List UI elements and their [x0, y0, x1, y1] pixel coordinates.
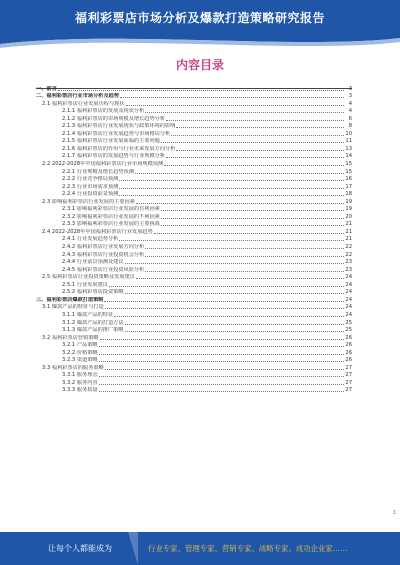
toc-leader-dots: [120, 97, 344, 98]
toc-leader-dots: [125, 324, 344, 325]
toc-entry-title: 3.3.1 服务理念: [62, 372, 98, 379]
toc-entry[interactable]: [36, 190, 352, 198]
toc-leader-dots: [171, 135, 344, 136]
toc-entry-title: 一、前言: [36, 85, 57, 92]
toc-entry[interactable]: [36, 129, 352, 137]
toc-leader-dots: [136, 278, 344, 279]
toc-entry[interactable]: [36, 363, 352, 371]
toc-leader-dots: [176, 150, 344, 151]
toc-leader-dots: [119, 195, 344, 196]
toc-entry-page: 24: [345, 304, 352, 311]
toc-entry-title: 2.2.4 行业投资前景预测: [62, 191, 119, 198]
toc-leader-dots: [99, 391, 344, 392]
toc-entry[interactable]: [36, 197, 352, 205]
toc-entry-title: 2.1.3 福利彩票店行业发展现状与政策环境的影响: [62, 123, 176, 130]
toc-entry-title: 2.1.4 福利彩票店行业发展趋势与市场格局分析: [62, 130, 171, 137]
toc-leader-dots: [161, 142, 344, 143]
toc-entry-title: 2.4.2 福利彩票店行业发展方向分析: [62, 244, 145, 251]
toc-entry[interactable]: [36, 137, 352, 145]
toc-entry-title: 3.3.3 服务质量: [62, 387, 98, 394]
toc-entry[interactable]: [36, 227, 352, 235]
toc-entry-page: 22: [345, 244, 352, 251]
toc-entry-page: 3: [348, 93, 352, 100]
toc-entry-page: 27: [345, 372, 352, 379]
toc-entry-page: 18: [345, 191, 352, 198]
toc-entry[interactable]: [36, 273, 352, 281]
toc-leader-dots: [99, 376, 344, 377]
toc-entry-title: 2.4.1 行业发展趋势分析: [62, 236, 119, 243]
toc-entry-title: 2.2 2022-2028年中国福利彩票店行业市场规模预测: [42, 161, 164, 168]
toc-leader-dots: [119, 180, 344, 181]
toc-entry[interactable]: [36, 220, 352, 228]
toc-entry-page: 24: [345, 274, 352, 281]
toc-entry-page: 26: [345, 349, 352, 356]
toc-leader-dots: [99, 361, 344, 362]
toc-leader-dots: [161, 218, 344, 219]
toc-entry-page: 25: [345, 319, 352, 326]
toc-entry-title: 3.2.3 渠道策略: [62, 357, 98, 364]
toc-entry-page: 24: [345, 311, 352, 318]
toc-leader-dots: [100, 339, 344, 340]
toc-leader-dots: [136, 203, 344, 204]
toc-entry-title: 2.3.3 影响福利彩票店行业发展的主要挑战: [62, 221, 160, 228]
toc-leader-dots: [161, 225, 344, 226]
toc-entry[interactable]: [36, 333, 352, 341]
toc-entry[interactable]: [36, 265, 352, 273]
toc-entry-page: 4: [348, 108, 352, 115]
toc-entry[interactable]: [36, 159, 352, 167]
toc-leader-dots: [154, 233, 344, 234]
toc-entry-title: 2.4 2022-2028年中国福利彩票店行业发展趋势: [42, 228, 153, 235]
toc-entry[interactable]: [36, 356, 352, 364]
toc-entry-title: 3.2.2 价格策略: [62, 349, 98, 356]
toc-leader-dots: [166, 157, 344, 158]
toc-entry-title: 2.4.4 行业前景预测及建议: [62, 259, 124, 266]
toc-entry-page: 19: [345, 198, 352, 205]
toc-entry-page: 23: [345, 259, 352, 266]
toc-leader-dots: [176, 127, 344, 128]
toc-entry-page: 24: [345, 289, 352, 296]
toc-entry-title: 2.1.6 福利彩票店的作用与行业未来发展方向分析: [62, 145, 176, 152]
toc-entry-page: 27: [345, 387, 352, 394]
toc-leader-dots: [145, 256, 344, 257]
toc-leader-dots: [105, 308, 344, 309]
toc-leader-dots: [119, 188, 344, 189]
toc-entry-title: 2.3.1 影响福利彩票店行业发展的有利因素: [62, 206, 160, 213]
toc-entry-page: 21: [345, 228, 352, 235]
toc-entry[interactable]: [36, 326, 352, 334]
toc-entry[interactable]: [36, 114, 352, 122]
toc-entry-title: 3.1.2 爆款产品的打造方法: [62, 319, 124, 326]
toc-entry-title: 三、福利彩票店爆款打造策略: [36, 296, 104, 303]
toc-entry[interactable]: [36, 258, 352, 266]
toc-entry-page: 8: [348, 123, 352, 130]
toc-entry[interactable]: [36, 92, 352, 100]
toc-entry[interactable]: [36, 182, 352, 190]
toc-entry[interactable]: [36, 107, 352, 115]
toc-entry-page: 27: [345, 379, 352, 386]
toc-entry[interactable]: [36, 205, 352, 213]
toc-entry-page: 24: [345, 296, 352, 303]
toc-entry-page: 21: [345, 221, 352, 228]
toc-leader-dots: [109, 286, 344, 287]
toc-entry-title: 2.4.3 福利彩票店行业投资机会分析: [62, 251, 145, 258]
toc-entry[interactable]: [36, 167, 352, 175]
footer-slogan-right: 行业专家、管理专家、营销专家、战略专家、成功企业家……: [148, 544, 348, 553]
toc-entry[interactable]: [36, 295, 352, 303]
toc-entry[interactable]: [36, 212, 352, 220]
toc-entry-page: 26: [345, 342, 352, 349]
toc-entry-title: 3.2.1 产品策略: [62, 342, 98, 349]
report-title: 福利彩票店市场分析及爆款打造策略研究报告: [74, 11, 325, 25]
toc-entry[interactable]: [36, 122, 352, 130]
toc-entry-title: 2.1.2 福利彩票店的市场规模及增长趋势分析: [62, 115, 166, 122]
toc-entry-title: 2.1.5 福利彩票店行业发展面临的主要问题: [62, 138, 160, 145]
page-number: 1: [392, 510, 396, 516]
toc-entry-title: 2.5 福利彩票店行业投资策略及发展建议: [42, 274, 135, 281]
toc-entry-title: 3.1.3 爆款产品的推广策略: [62, 327, 124, 334]
toc-leader-dots: [119, 240, 344, 241]
toc-entry-title: 二、福利彩票店行业市场分析及趋势: [36, 93, 120, 100]
toc-entry-page: 20: [345, 213, 352, 220]
toc-leader-dots: [99, 384, 344, 385]
toc-title: 内容目录: [175, 58, 224, 72]
toc-entry-title: 2.5.2 福利彩票店投资策略: [62, 289, 124, 296]
toc-entry-page: 15: [345, 168, 352, 175]
toc-entry[interactable]: [36, 144, 352, 152]
toc-entry-page: 3: [348, 85, 352, 92]
toc-entry[interactable]: [36, 175, 352, 183]
toc-entry-page: 26: [345, 357, 352, 364]
toc-leader-dots: [58, 90, 344, 91]
toc-entry-title: 2.2.2 行业竞争格局预测: [62, 176, 119, 183]
toc-leader-dots: [161, 210, 344, 211]
toc-entry[interactable]: [36, 242, 352, 250]
toc-entry-page: 4: [348, 100, 352, 107]
toc-leader-dots: [104, 301, 344, 302]
toc-entry[interactable]: [36, 341, 352, 349]
toc-entry-title: 2.1 福利彩票店行业发展历程与现状: [42, 100, 125, 107]
toc-entry[interactable]: [36, 99, 352, 107]
toc-entry[interactable]: [36, 378, 352, 386]
toc-entry[interactable]: [36, 386, 352, 394]
toc-entry[interactable]: [36, 250, 352, 258]
toc-entry-page: 21: [345, 236, 352, 243]
toc-leader-dots: [126, 105, 344, 106]
toc-leader-dots: [145, 112, 344, 113]
toc-entry-page: 13: [345, 145, 352, 152]
toc-leader-dots: [125, 293, 344, 294]
toc-entry-page: 27: [345, 364, 352, 371]
toc-entry-page: 10: [345, 130, 352, 137]
toc-entry-title: 2.3 影响福利彩票店行业发展的主要因素: [42, 198, 135, 205]
toc-entry-page: 17: [345, 183, 352, 190]
toc-entry-page: 26: [345, 334, 352, 341]
toc-entry-title: 3.3 福利彩票店的服务策略: [42, 364, 104, 371]
toc-entry[interactable]: [36, 318, 352, 326]
toc-leader-dots: [125, 263, 344, 264]
toc-leader-dots: [135, 173, 344, 174]
table-of-contents: [36, 84, 352, 393]
toc-entry-title: 2.2.3 行业市场需求预测: [62, 183, 119, 190]
toc-entry-page: 22: [345, 251, 352, 258]
toc-entry-page: 11: [345, 138, 352, 145]
toc-entry-title: 2.5.1 行业发展建议: [62, 281, 108, 288]
toc-entry-page: 6: [348, 115, 352, 122]
toc-leader-dots: [114, 316, 344, 317]
toc-entry-page: 14: [345, 153, 352, 160]
toc-entry-title: 3.2 福利彩票店营销策略: [42, 334, 99, 341]
toc-entry-page: 23: [345, 266, 352, 273]
toc-entry[interactable]: [36, 288, 352, 296]
toc-leader-dots: [105, 369, 344, 370]
toc-leader-dots: [99, 346, 344, 347]
report-footer: [0, 532, 400, 565]
toc-leader-dots: [164, 165, 344, 166]
toc-entry-page: 25: [345, 327, 352, 334]
toc-entry[interactable]: [36, 371, 352, 379]
toc-entry[interactable]: [36, 235, 352, 243]
toc-entry[interactable]: [36, 84, 352, 92]
toc-leader-dots: [145, 271, 344, 272]
toc-entry[interactable]: [36, 310, 352, 318]
footer-slogan-left: 让每个人都能成为: [48, 544, 112, 553]
toc-leader-dots: [99, 354, 344, 355]
toc-entry-title: 2.1.1 福利彩票店的发展及现状分析: [62, 108, 145, 115]
toc-entry[interactable]: [36, 152, 352, 160]
toc-entry-title: 2.1.7 福利彩票店的发展趋势与行业规模分析: [62, 153, 166, 160]
toc-entry-page: 24: [345, 281, 352, 288]
toc-entry[interactable]: [36, 280, 352, 288]
toc-leader-dots: [145, 248, 344, 249]
toc-entry-page: 16: [345, 176, 352, 183]
footer-divider-shape: [128, 532, 138, 565]
toc-entry-page: 19: [345, 206, 352, 213]
toc-entry-page: 15: [345, 161, 352, 168]
toc-leader-dots: [125, 331, 344, 332]
header-wave-decoration: [0, 30, 400, 52]
toc-entry[interactable]: [36, 348, 352, 356]
toc-entry[interactable]: [36, 303, 352, 311]
toc-entry-title: 2.4.5 福利彩票店行业投资风险分析: [62, 266, 145, 273]
toc-entry-title: 3.1 爆款产品的特征与打造: [42, 304, 104, 311]
toc-leader-dots: [166, 120, 344, 121]
toc-entry-title: 2.2.1 行业规模及增长趋势预测: [62, 168, 134, 175]
toc-entry-title: 3.1.1 爆款产品的特征: [62, 311, 114, 318]
toc-entry-title: 2.3.2 影响福利彩票店行业发展的不利因素: [62, 213, 160, 220]
toc-entry-title: 3.3.2 服务内容: [62, 379, 98, 386]
